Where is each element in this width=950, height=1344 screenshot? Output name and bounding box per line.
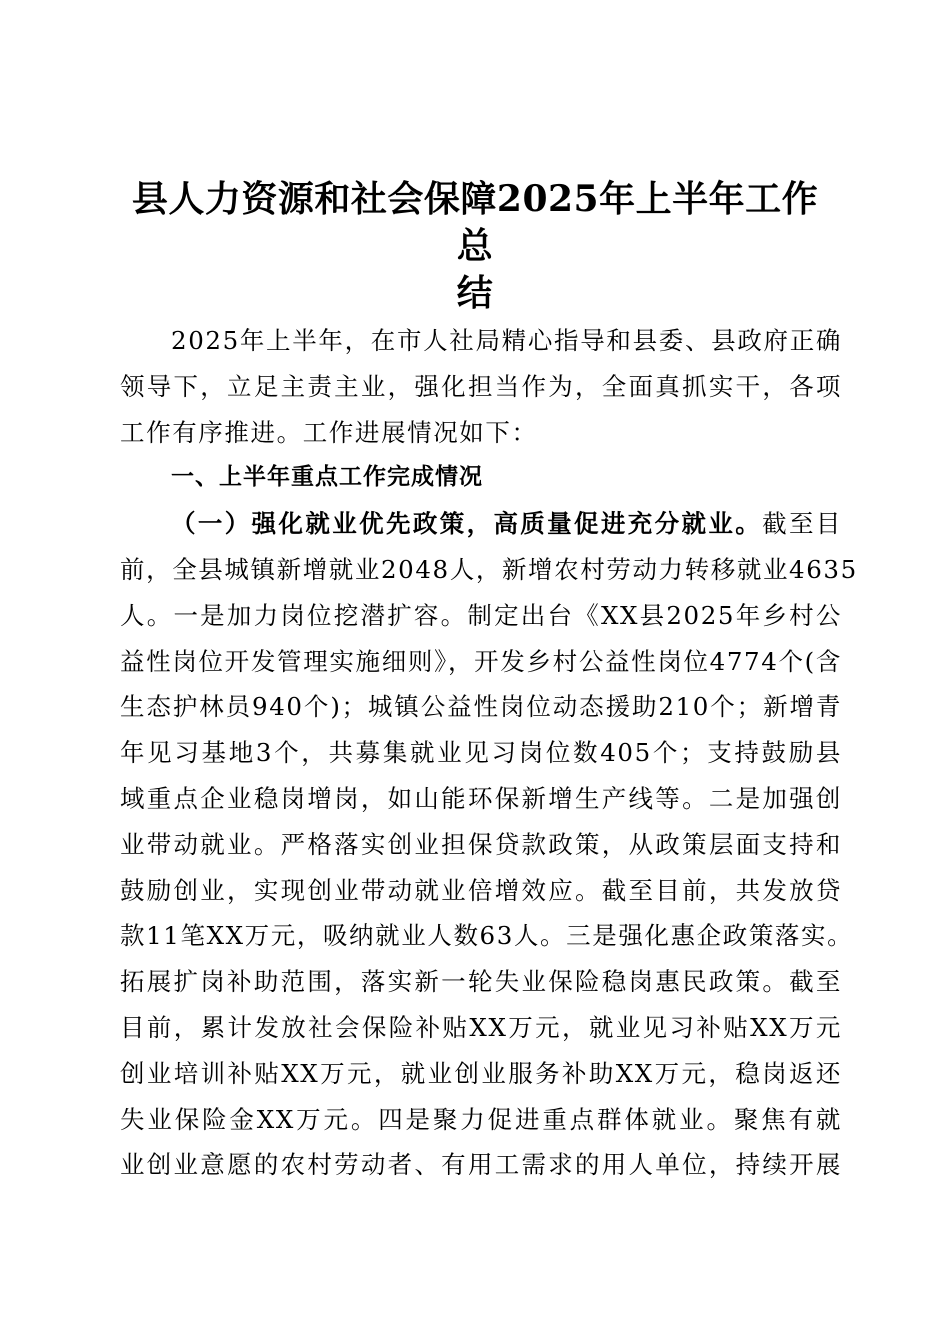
paragraph-line: 域重点企业稳岗增岗，如山能环保新增生产线等。二是加强创 <box>120 783 842 813</box>
paragraph-line: 业创业意愿的农村劳动者、有用工需求的用人单位，持续开展 <box>120 1150 842 1180</box>
paragraph-line: 生态护林员940个)；城镇公益性岗位动态援助210个；新增青 <box>120 692 842 722</box>
subsection-first-line-tail: 截至目 <box>762 509 842 539</box>
paragraph-line: 款11笔XX万元，吸纳就业人数63人。三是强化惠企政策落实。 <box>120 921 854 951</box>
intro-line: 工作有序推进。工作进展情况如下： <box>120 417 538 447</box>
paragraph-line: 益性岗位开发管理实施细则》，开发乡村公益性岗位4774个(含 <box>120 646 842 676</box>
paragraph-line: 拓展扩岗补助范围，落实新一轮失业保险稳岗惠民政策。截至 <box>120 967 842 997</box>
paragraph-line: 创业培训补贴XX万元，就业创业服务补助XX万元，稳岗返还 <box>120 1058 842 1088</box>
paragraph-line: 目前，累计发放社会保险补贴XX万元，就业见习补贴XX万元 <box>120 1012 842 1042</box>
paragraph-line: 业带动就业。严格落实创业担保贷款政策，从政策层面支持和 <box>120 829 842 859</box>
subsection-heading: （一）强化就业优先政策，高质量促进充分就业。 <box>171 509 763 539</box>
title-line-2: 结 <box>456 272 494 314</box>
subsection-first-line <box>120 501 842 547</box>
paragraph-line: 年见习基地3个，共募集就业见习岗位数405个；支持鼓励县 <box>120 738 842 768</box>
intro-line: 领导下，立足主责主业，强化担当作为，全面真抓实干，各项 <box>120 371 842 401</box>
section-heading: 一、上半年重点工作完成情况 <box>171 464 483 491</box>
paragraph-line: 鼓励创业，实现创业带动就业倍增效应。截至目前，共发放贷 <box>120 875 842 905</box>
paragraph-line: 失业保险金XX万元。四是聚力促进重点群体就业。聚焦有就 <box>120 1104 842 1134</box>
title-line-1: 县人力资源和社会保障2025年上半年工作总 <box>131 178 819 267</box>
paragraph-line: 前，全县城镇新增就业2048人，新增农村劳动力转移就业4635 <box>120 554 858 584</box>
document-title <box>120 176 830 317</box>
intro-line: 2025年上半年，在市人社局精心指导和县委、县政府正确 <box>171 326 842 355</box>
document-body <box>120 318 858 1188</box>
paragraph-line: 人。一是加力岗位挖潜扩容。制定出台《XX县2025年乡村公 <box>120 600 842 630</box>
